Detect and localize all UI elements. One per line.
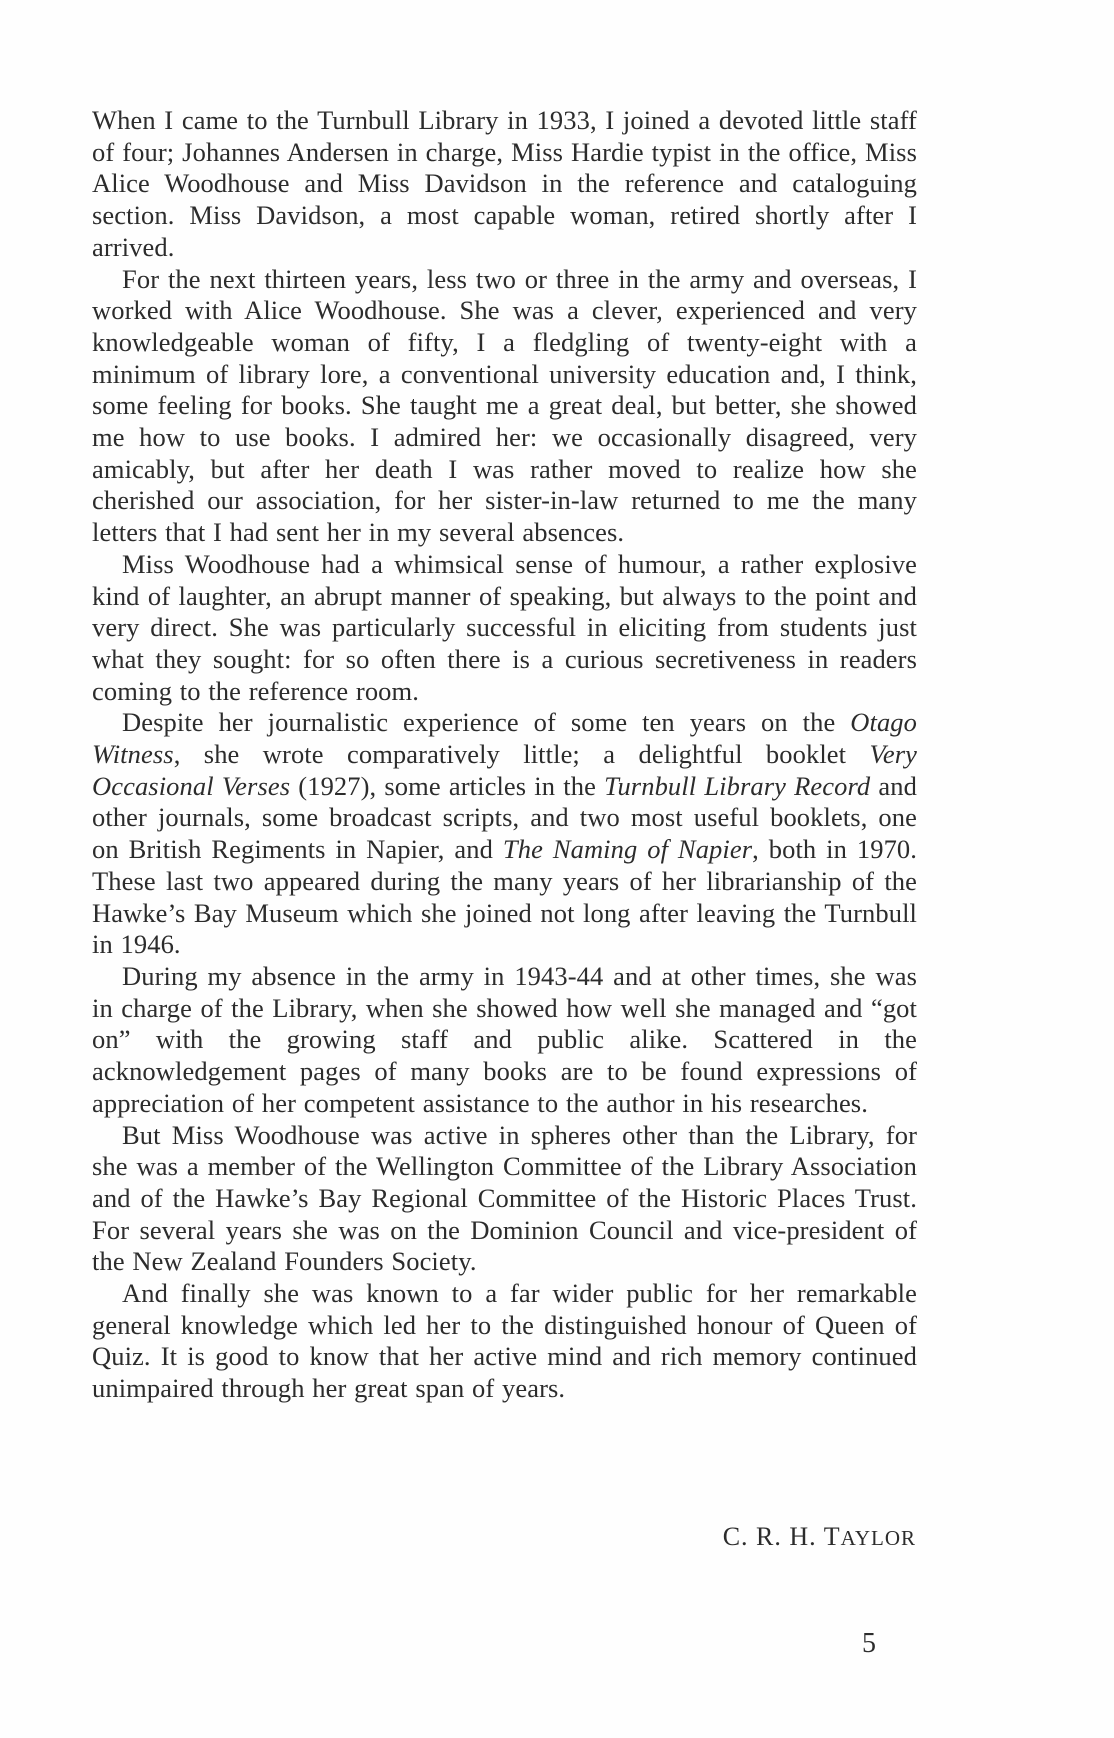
paragraph bbox=[92, 707, 917, 961]
text-run: , both in 1970. These last two appeared during the many years of her librarianship of the Hawke’s Bay Museum which she joined not long after leaving the Turnbull in 1946. bbox=[92, 834, 917, 960]
italic-title-run: Otago Witness bbox=[92, 707, 917, 770]
paragraph bbox=[92, 549, 917, 708]
paragraph bbox=[92, 105, 917, 264]
paragraph bbox=[92, 1278, 917, 1405]
text-run: And finally she was known to a far wider public for her remarkable general knowledge which led her to the distinguished honour of Queen of Quiz. It is good to know that her active mind and rich memory continued unimpaired through her great span of years. bbox=[92, 1278, 917, 1404]
text-run: (1927), some articles in the bbox=[290, 770, 605, 801]
paragraph bbox=[92, 1120, 917, 1279]
signature-initials: C. R. H. T bbox=[722, 1522, 841, 1551]
text-run: But Miss Woodhouse was active in spheres other than the Library, for she was a member of the Wellington Committee of the Library Association and of the Hawke’s Bay Regional Committee of the Historic Places Trust. For several years she was on the Dominion Council and vice-president of the New Zealand Founders Society. bbox=[92, 1119, 917, 1277]
italic-title-run: Turnbull Library Record bbox=[604, 770, 871, 801]
italic-title-run: Very Occasional Verses bbox=[92, 739, 917, 801]
body-text bbox=[92, 105, 917, 1405]
text-run: For the next thirteen years, less two or three in the army and overseas, I worked with Alice Woodhouse. She was a clever, experienced and very knowledgeable woman of fifty, I a fledgling of twenty-eight with a minimum of library lore, a conventional university education and, I think, some feeling for books. She taught me a great deal, but better, she showed me how to use books. I admired her: we occasionally disagreed, very amicably, but after her death I was rather moved to realize how she cherished our association, for her sister-in-law returned to me the many letters that I had sent her in my several absences. bbox=[92, 263, 917, 548]
page-number: 5 bbox=[862, 1628, 876, 1659]
author-signature bbox=[723, 1522, 916, 1552]
text-run: and other journals, some broadcast scripts, and two most useful booklets, one on British Regiments in Napier, and bbox=[92, 770, 917, 865]
text-run: Despite her journalistic experience of some ten years on the bbox=[122, 707, 851, 738]
text-run: , she wrote comparatively little; a delightful booklet bbox=[173, 739, 870, 770]
italic-title-run: The Naming of Napier bbox=[502, 834, 753, 865]
paragraph bbox=[92, 961, 917, 1120]
text-run: During my absence in the army in 1943-44 and at other times, she was in charge of the Library, when she showed how well she managed and “got on” with the growing staff and public alike. Scattered in the acknowledgement pages of many books are to be found expressions of appreciation of her competent assistance to the author in his researches. bbox=[92, 960, 917, 1118]
text-run: When I came to the Turnbull Library in 1933, I joined a devoted little staff of four; Johannes Andersen in charge, Miss Hardie typist in the office, Miss Alice Woodhouse and Miss Davidson in the reference and cataloguing section. Miss Davidson, a most capable woman, retired shortly after I arrived. bbox=[92, 105, 917, 262]
paragraph bbox=[92, 264, 917, 549]
signature-smallcaps: AYLOR bbox=[840, 1526, 916, 1550]
text-run: Miss Woodhouse had a whimsical sense of humour, a rather explosive kind of laughter, an abrupt manner of speaking, but always to the point and very direct. She was particularly successful in eliciting from students just what they sought: for so often there is a curious secretiveness in readers coming to the reference room. bbox=[92, 548, 917, 706]
